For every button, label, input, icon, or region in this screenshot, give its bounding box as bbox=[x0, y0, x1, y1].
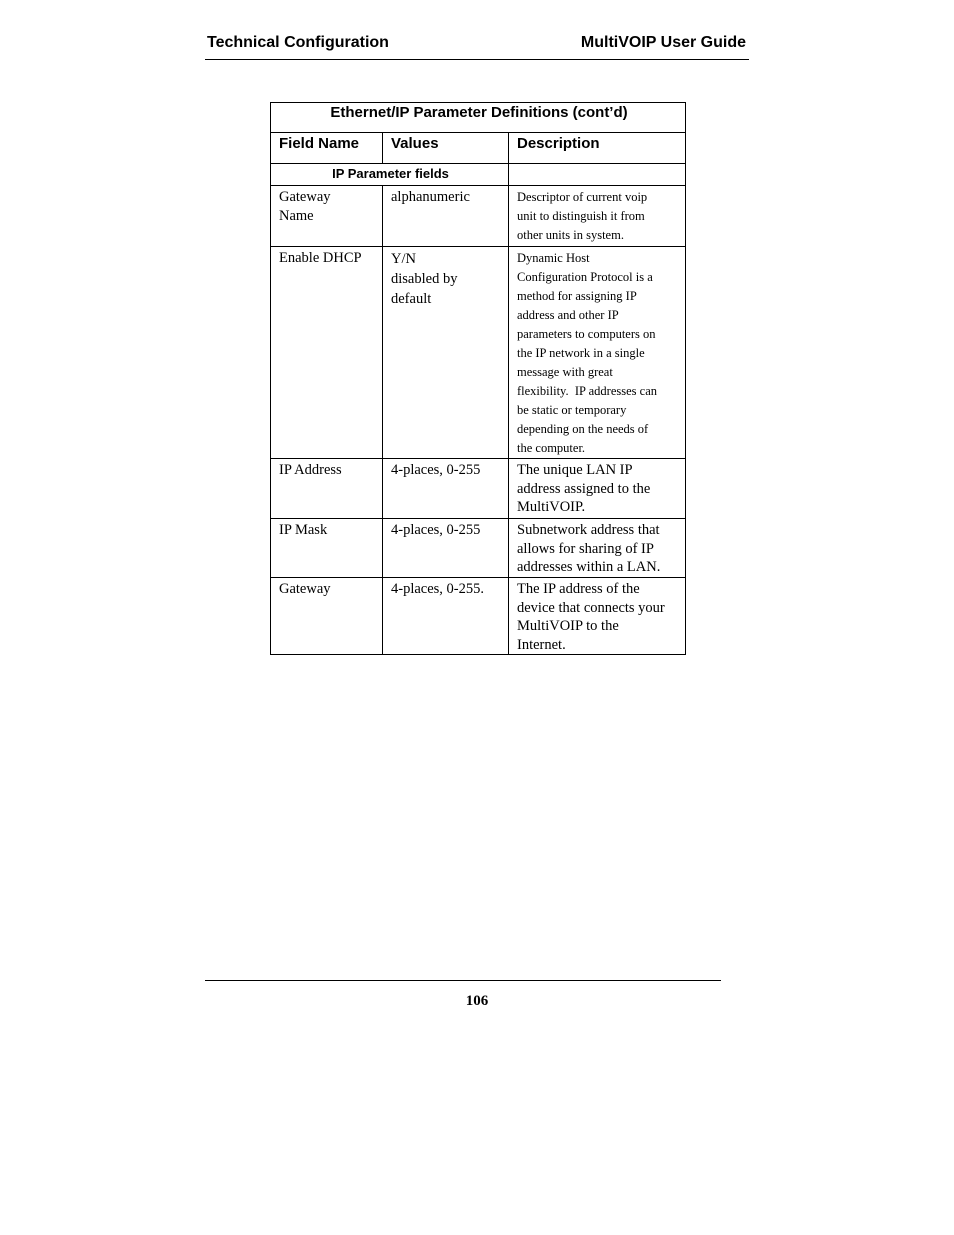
text-line: be static or temporary bbox=[517, 403, 627, 417]
text-line: parameters to computers on bbox=[517, 327, 656, 341]
parameter-definitions-table bbox=[270, 102, 686, 655]
text-line: Dynamic Host bbox=[517, 251, 590, 265]
page-header bbox=[205, 32, 749, 60]
table-row bbox=[271, 519, 686, 578]
text-line: 4-places, 0-255. bbox=[391, 581, 485, 597]
description-cell bbox=[509, 186, 686, 247]
table-section-row bbox=[271, 164, 686, 186]
text-line: other units in system. bbox=[517, 228, 624, 242]
text-line: disabled by bbox=[391, 271, 458, 287]
text-line: alphanumeric bbox=[391, 189, 470, 205]
table-row bbox=[271, 247, 686, 459]
text-line: flexibility. IP addresses can bbox=[517, 384, 658, 398]
field-name-cell bbox=[271, 578, 383, 655]
field-name-cell bbox=[271, 519, 383, 578]
column-header-description: Description bbox=[509, 133, 686, 164]
text-line: the IP network in a single bbox=[517, 346, 645, 360]
table-row bbox=[271, 578, 686, 655]
text-line: allows for sharing of IP bbox=[517, 540, 654, 557]
text-line: default bbox=[391, 291, 432, 307]
text-line: MultiVOIP. bbox=[517, 499, 586, 515]
table-caption-row bbox=[271, 103, 686, 133]
text-line: 4-places, 0-255 bbox=[391, 522, 481, 538]
text-line: address and other IP bbox=[517, 308, 619, 322]
field-name-cell bbox=[271, 247, 383, 459]
table-header-row bbox=[271, 133, 686, 164]
values-cell bbox=[383, 578, 509, 655]
text-line: IP Address bbox=[279, 462, 342, 478]
field-name-cell bbox=[271, 459, 383, 519]
text-line: The IP address of the bbox=[517, 581, 640, 597]
text-line: method for assigning IP bbox=[517, 289, 637, 303]
column-header-field-name: Field Name bbox=[271, 133, 383, 164]
description-cell bbox=[509, 519, 686, 578]
page-number: 106 bbox=[465, 993, 489, 1009]
text-line: depending on the needs of bbox=[517, 422, 649, 436]
section-empty-cell bbox=[509, 164, 686, 186]
text-line: IP Mask bbox=[279, 522, 328, 538]
description-cell bbox=[509, 247, 686, 459]
values-cell bbox=[383, 247, 509, 459]
values-cell bbox=[383, 459, 509, 519]
values-cell bbox=[383, 519, 509, 578]
text-line: Subnetwork address that bbox=[517, 522, 660, 538]
text-line: Y/N bbox=[391, 251, 416, 267]
field-name-cell bbox=[271, 186, 383, 247]
text-line: Enable DHCP bbox=[279, 250, 362, 266]
text-line: Internet. bbox=[517, 636, 566, 653]
table-row bbox=[271, 459, 686, 519]
footer-divider bbox=[205, 980, 721, 981]
table-row bbox=[271, 186, 686, 247]
text-line: Configuration Protocol is a bbox=[517, 270, 653, 284]
header-section-title: Technical Configuration bbox=[207, 34, 389, 51]
text-line: unit to distinguish it from bbox=[517, 209, 645, 223]
text-line: address assigned to the bbox=[517, 480, 651, 497]
text-line: MultiVOIP to the bbox=[517, 618, 619, 634]
table-caption: Ethernet/IP Parameter Definitions (cont’d) bbox=[271, 103, 686, 133]
description-cell bbox=[509, 578, 686, 655]
text-line: the computer. bbox=[517, 441, 586, 455]
column-header-values: Values bbox=[383, 133, 509, 164]
text-line: The unique LAN IP bbox=[517, 462, 633, 478]
text-line: message with great bbox=[517, 365, 613, 379]
text-line: 4-places, 0-255 bbox=[391, 462, 481, 478]
text-line: Gateway bbox=[279, 581, 331, 597]
text-line: Name bbox=[279, 207, 314, 224]
header-guide-title: MultiVOIP User Guide bbox=[580, 34, 746, 51]
text-line: Gateway bbox=[279, 189, 331, 205]
description-cell bbox=[509, 459, 686, 519]
section-heading: IP Parameter fields bbox=[271, 164, 509, 186]
text-line: Descriptor of current voip bbox=[517, 190, 648, 204]
values-cell bbox=[383, 186, 509, 247]
text-line: addresses within a LAN. bbox=[517, 559, 661, 575]
text-line: device that connects your bbox=[517, 599, 665, 616]
